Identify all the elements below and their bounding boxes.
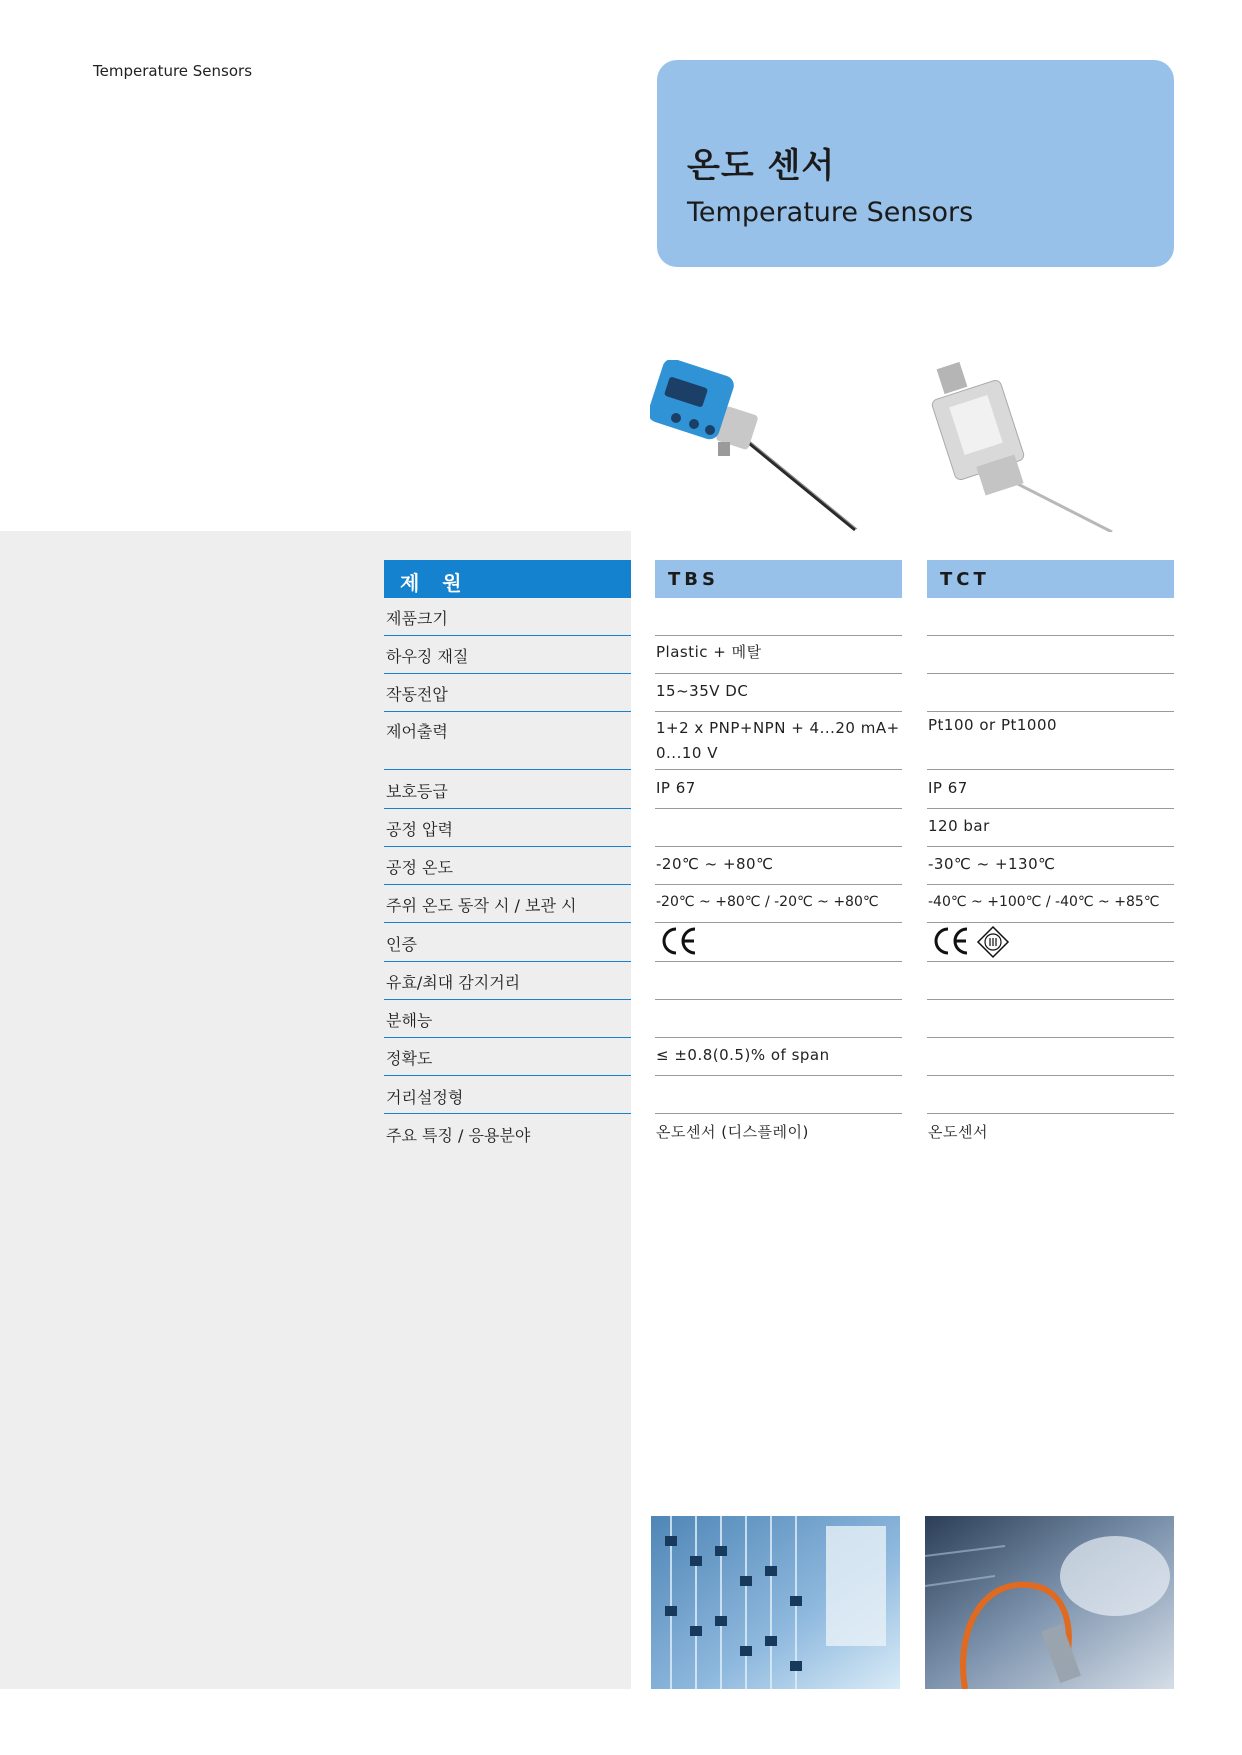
tct-value: 120 bar — [928, 817, 990, 835]
row-divider — [927, 999, 1174, 1000]
tbs-value: 15~35V DC — [656, 682, 749, 700]
row-label: 공정 온도 — [386, 858, 453, 877]
title-box — [657, 60, 1174, 267]
row-label: 제어출력 — [386, 722, 448, 741]
tct-value: IP 67 — [928, 779, 968, 797]
row-label: 정확도 — [386, 1049, 433, 1068]
row-divider — [655, 711, 902, 712]
tct-value: -40℃ ~ +100℃ / -40℃ ~ +85℃ — [928, 894, 1160, 910]
tct-value: Pt100 or Pt1000 — [928, 716, 1058, 734]
row-divider — [384, 999, 631, 1000]
row-divider — [384, 884, 631, 885]
row-divider — [927, 961, 1174, 962]
row-label: 작동전압 — [386, 685, 448, 704]
row-label: 거리설정형 — [386, 1088, 464, 1107]
row-divider — [927, 769, 1174, 770]
row-label: 주요 특징 / 응용분야 — [386, 1126, 531, 1145]
row-divider — [655, 999, 902, 1000]
row-divider — [655, 884, 902, 885]
row-divider — [927, 673, 1174, 674]
row-divider — [384, 635, 631, 636]
row-divider — [384, 961, 631, 962]
row-divider — [384, 711, 631, 712]
row-divider — [655, 961, 902, 962]
row-divider — [384, 1113, 631, 1114]
row-divider — [655, 673, 902, 674]
column-header-tbs: TBS — [655, 560, 902, 598]
row-divider — [927, 846, 1174, 847]
title-ko: 온도 센서 — [687, 146, 836, 186]
row-divider — [927, 808, 1174, 809]
tct-value: -30℃ ~ +130℃ — [928, 855, 1056, 873]
tbs-value: -20℃ ~ +80℃ — [656, 855, 774, 873]
row-divider — [655, 1037, 902, 1038]
title-en: Temperature Sensors — [687, 197, 974, 228]
column-header-tct: TCT — [927, 560, 1174, 598]
row-divider — [927, 711, 1174, 712]
tct-product-image — [920, 360, 1120, 532]
row-divider — [927, 635, 1174, 636]
row-divider — [655, 769, 902, 770]
row-label: 보호등급 — [386, 782, 448, 801]
row-divider — [655, 1075, 902, 1076]
tbs-value: ≤ ±0.8(0.5)% of span — [656, 1046, 830, 1064]
table-label-header: 제 원 — [384, 560, 631, 598]
row-label: 주위 온도 동작 시 / 보관 시 — [386, 896, 577, 915]
ce-mark-icon — [659, 925, 699, 957]
row-divider — [655, 1113, 902, 1114]
tbs-value: IP 67 — [656, 779, 696, 797]
tbs-value: -20℃ ~ +80℃ / -20℃ ~ +80℃ — [656, 894, 879, 910]
ce-mark-icon — [931, 925, 971, 957]
tbs-value-line2: 0...10 V — [656, 744, 718, 762]
row-divider — [655, 922, 902, 923]
tbs-value: Plastic + 메탈 — [656, 643, 762, 661]
row-divider — [384, 769, 631, 770]
ex-iii-icon — [976, 925, 1010, 959]
row-divider — [655, 635, 902, 636]
tct-value: 온도센서 — [928, 1123, 988, 1141]
row-divider — [384, 808, 631, 809]
row-label: 분해능 — [386, 1011, 433, 1030]
row-divider — [927, 922, 1174, 923]
row-divider — [384, 846, 631, 847]
row-divider — [384, 922, 631, 923]
row-divider — [927, 884, 1174, 885]
row-label: 하우징 재질 — [386, 647, 469, 666]
row-divider — [384, 1037, 631, 1038]
application-photo-panel — [651, 1516, 900, 1689]
row-divider — [927, 1037, 1174, 1038]
row-divider — [655, 808, 902, 809]
application-photo-machine — [925, 1516, 1174, 1689]
row-divider — [927, 1075, 1174, 1076]
tbs-value: 1+2 x PNP+NPN + 4...20 mA+ — [656, 719, 900, 737]
row-label: 유효/최대 감지거리 — [386, 973, 521, 992]
row-divider — [927, 1113, 1174, 1114]
row-divider — [384, 673, 631, 674]
row-label: 제품크기 — [386, 609, 448, 628]
tbs-product-image — [650, 360, 860, 532]
row-label: 공정 압력 — [386, 820, 453, 839]
row-label: 인증 — [386, 935, 417, 954]
running-head: Temperature Sensors — [93, 62, 253, 80]
row-divider — [384, 1075, 631, 1076]
row-divider — [655, 846, 902, 847]
tbs-value: 온도센서 (디스플레이) — [656, 1123, 809, 1141]
